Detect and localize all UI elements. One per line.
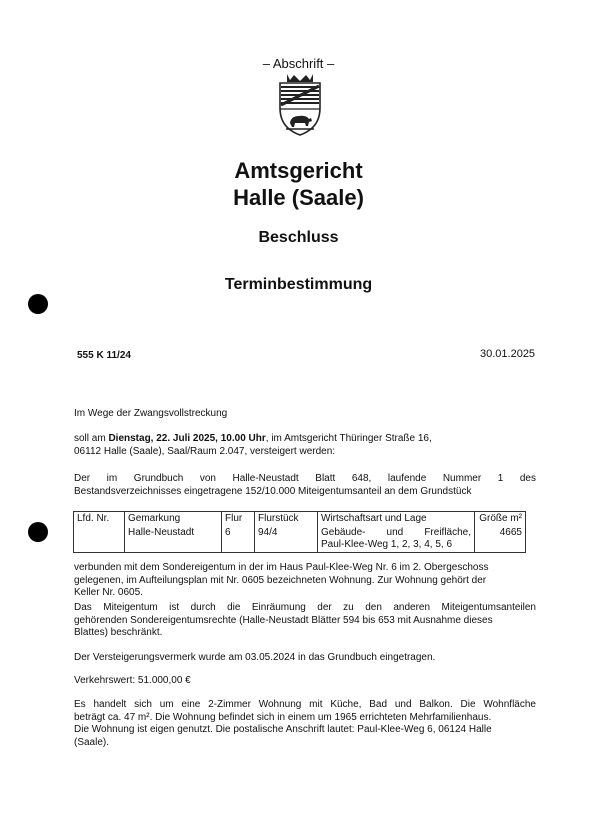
sondereigentum-line-2: gelegenen, im Aufteilungsplan mit Nr. 0605 bezeichneten Wohnung. Zur Wohnung gehört der [74,574,487,586]
table-cell-lage [318,526,475,553]
sondereigentum-line-1: verbunden mit dem Sondereigentum in der im Haus Paul-Klee-Weg Nr. 6 im 2. Obergeschoss [74,562,489,573]
appointment-pre: soll am [74,433,109,444]
table-header-cell: Flurstück [255,512,318,527]
restriction-line-2: gehörenden Sondereigentumsrechte (Halle-Neustadt Blätter 594 bis 653 mit Ausnahme dieses [74,614,493,626]
table-header-cell: Flur [222,512,255,527]
punch-hole-bottom [28,522,48,542]
table-row [74,526,526,553]
copy-mark: – Abschrift – [262,56,335,71]
court-name [0,157,597,211]
table-cell-flurstueck: 94/4 [255,526,318,553]
vermerk-text: Der Versteigerungsvermerk wurde am 03.05.2024 in das Grundbuch eingetragen. [74,652,436,663]
document-type: Beschluss [258,229,339,246]
description-line-3: Die Wohnung ist eigen genutzt. Die postalische Anschrift lautet: Paul-Klee-Weg 6, 06124 Halle [74,724,492,735]
table-header-cell: Wirtschaftsart und Lage [318,512,475,527]
table-cell-gemarkung: Halle-Neustadt [125,526,222,553]
document-subject: Terminbestimmung [224,276,373,293]
lage-line-1: Gebäude- und Freifläche, [321,527,471,538]
appointment-post: , im Amtsgericht Thüringer Straße 16, [265,433,432,444]
table-header-row [74,512,526,527]
court-line-2: Halle (Saale) [233,185,364,210]
description-line-2: beträgt ca. 47 m². Die Wohnung befindet sich in einem um 1965 errichteten Mehrfamilienhaus. [74,711,492,723]
table-cell-groesse: 4665 [475,526,526,553]
file-number: 555 K 11/24 [77,350,131,361]
table-cell-flur: 6 [222,526,255,553]
court-line-1: Amtsgericht [234,158,363,183]
restriction-line-3: Blattes) beschränkt. [74,627,163,638]
sondereigentum-line-3: Keller Nr. 0605. [74,587,143,598]
description-line-1: Es handelt sich um eine 2-Zimmer Wohnung mit Küche, Bad und Balkon. Die Wohnfläche [74,699,536,710]
description-paragraph [74,699,536,749]
table-header-cell: Größe m² [475,512,526,527]
appointment-paragraph [74,433,432,458]
restriction-paragraph [74,602,536,640]
appointment-line-2: 06112 Halle (Saale), Saal/Raum 2.047, versteigert werden: [74,445,336,457]
appointment-datetime: Dienstag, 22. Juli 2025, 10.00 Uhr [108,433,266,444]
property-line-1: Der im Grundbuch von Halle-Neustadt Blatt 648, laufende Nummer 1 des [74,473,536,484]
verkehrswert-text: Verkehrswert: 51.000,00 € [74,675,191,686]
intro-text: Im Wege der Zwangsvollstreckung [74,408,228,419]
document-date: 30.01.2025 [480,348,536,360]
restriction-line-1: Das Miteigentum ist durch die Einräumung der zu den anderen Miteigentumsanteilen [74,602,536,613]
table-header-cell: Lfd. Nr. [74,512,125,527]
sondereigentum-paragraph [74,562,536,600]
property-table [73,511,526,553]
punch-hole-top [28,294,48,314]
lage-line-2: Paul-Klee-Weg 1, 2, 3, 4, 5, 6 [321,539,453,550]
appointment-line-1 [74,433,432,446]
table-cell-lfd [74,526,125,553]
coat-of-arms-icon [275,72,325,138]
property-line-2: Bestandsverzeichnisses eingetragene 152/10.000 Miteigentumsanteil an dem Grundstück [74,485,472,497]
table-header-cell: Gemarkung [125,512,222,527]
description-line-4: (Saale). [74,736,110,748]
property-paragraph [74,473,536,498]
